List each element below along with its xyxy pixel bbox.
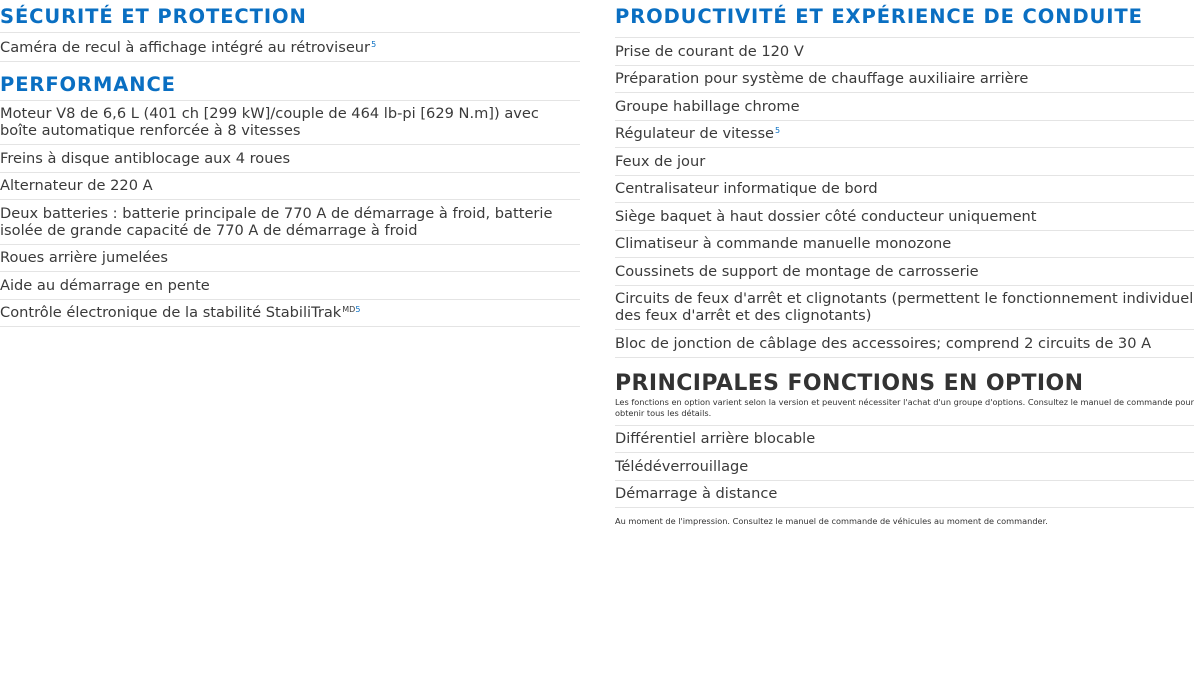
list-item: Télédéverrouillage [615, 452, 1194, 480]
productivity-heading: PRODUCTIVITÉ ET EXPÉRIENCE DE CONDUITE [615, 5, 1143, 28]
performance-heading: PERFORMANCE [0, 72, 176, 96]
options-list [615, 425, 1194, 509]
trademark-ref [342, 305, 360, 314]
list-item: Moteur V8 de 6,6 L (401 ch [299 kW]/couple de 464 lb-pi [629 N.m]) avec boîte automatique renforcée à 8 vitesses [0, 100, 580, 145]
list-item: Différentiel arrière blocable [615, 425, 1194, 453]
list-item: Roues arrière jumelées [0, 244, 580, 272]
options-note: Les fonctions en option varient selon la version et peuvent nécessiter l'achat d'un groupe d'options. Consultez le manuel de commande pour obtenir tous les détails. [615, 396, 1194, 418]
safety-heading: SÉCURITÉ ET PROTECTION [0, 5, 307, 28]
footnote-ref: 5 [371, 39, 377, 49]
stabilitrak-text: Contrôle électronique de la stabilité StabiliTrak [0, 304, 342, 321]
list-item [0, 299, 580, 328]
list-item: Feux de jour [615, 147, 1194, 175]
list-item: Alternateur de 220 A [0, 172, 580, 200]
right-column [615, 0, 1194, 527]
trademark-md: MD [342, 305, 356, 314]
print-footnote: Au moment de l'impression. Consultez le manuel de commande de véhicules au moment de commander. [615, 516, 1048, 526]
list-item [615, 120, 1194, 148]
list-item: Circuits de feux d'arrêt et clignotants (permettent le fonctionnement individuel des feux d'arrêt et des clignotants) [615, 285, 1194, 330]
productivity-list [615, 37, 1194, 358]
list-item [0, 32, 580, 62]
options-heading: PRINCIPALES FONCTIONS EN OPTION [615, 370, 1084, 396]
list-item: Coussinets de support de montage de carrosserie [615, 257, 1194, 285]
list-item: Deux batteries : batterie principale de 770 A de démarrage à froid, batterie isolée de grande capacité de 770 A de démarrage à froid [0, 199, 580, 244]
safety-item-text: Caméra de recul à affichage intégré au rétroviseur [0, 38, 371, 56]
list-item: Démarrage à distance [615, 480, 1194, 509]
list-item: Siège baquet à haut dossier côté conducteur uniquement [615, 202, 1194, 230]
footnote-ref: 5 [355, 305, 361, 314]
list-item: Centralisateur informatique de bord [615, 175, 1194, 203]
performance-list [0, 100, 580, 328]
footnote-ref: 5 [775, 126, 781, 135]
list-item: Bloc de jonction de câblage des accessoires; comprend 2 circuits de 30 A [615, 329, 1194, 358]
list-item: Groupe habillage chrome [615, 92, 1194, 120]
list-item: Freins à disque antiblocage aux 4 roues [0, 144, 580, 172]
left-column [0, 0, 580, 327]
list-item: Climatiseur à commande manuelle monozone [615, 230, 1194, 258]
cruise-control-text: Régulateur de vitesse [615, 125, 775, 142]
list-item: Préparation pour système de chauffage auxiliaire arrière [615, 65, 1194, 93]
list-item: Aide au démarrage en pente [0, 271, 580, 299]
list-item: Prise de courant de 120 V [615, 37, 1194, 65]
safety-list [0, 32, 580, 62]
